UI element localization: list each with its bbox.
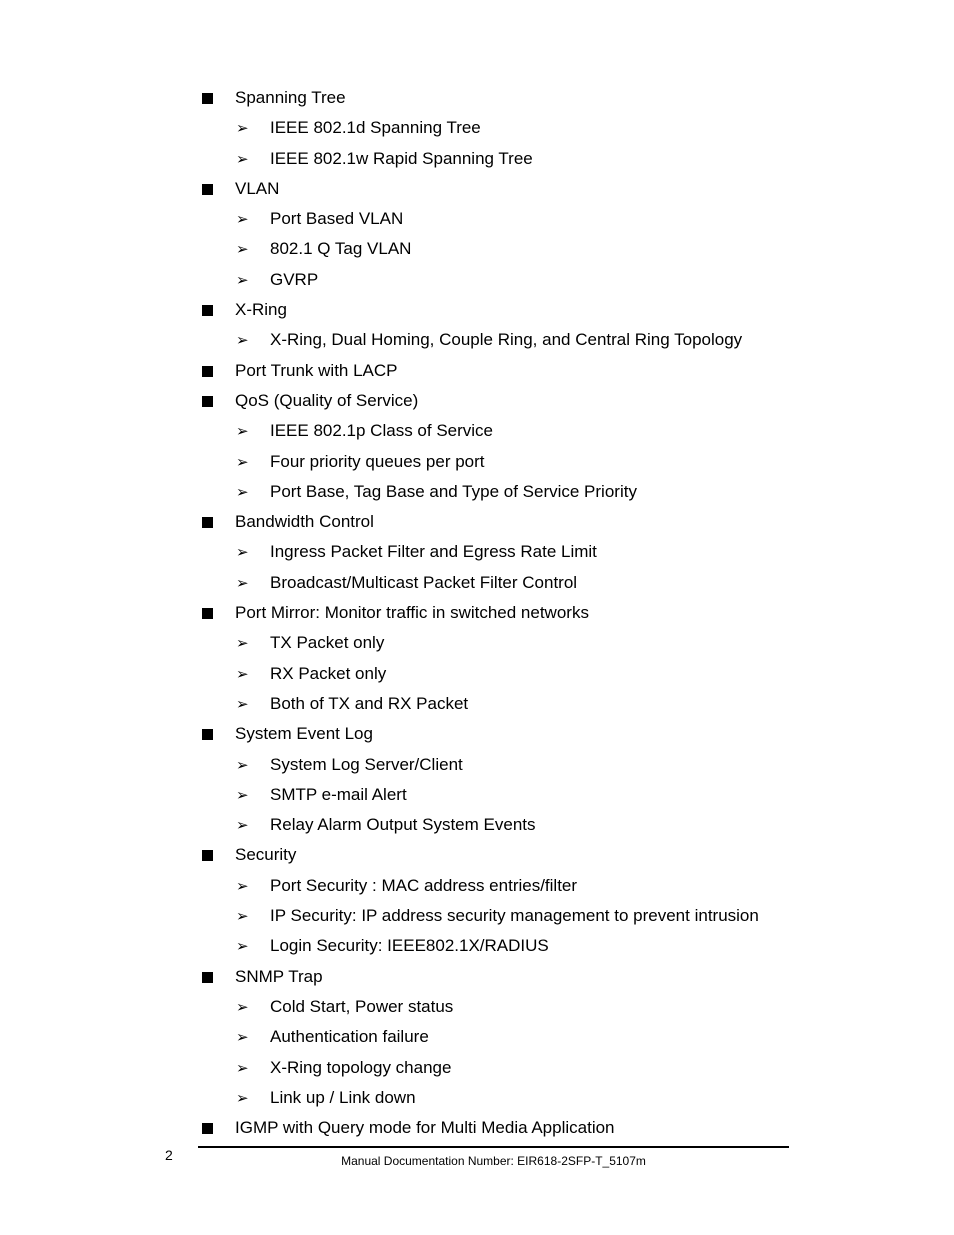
- sub-list-item: [0, 780, 954, 810]
- list-item-text: VLAN: [235, 178, 280, 198]
- square-bullet-icon: [202, 840, 214, 870]
- list-item-text: QoS (Quality of Service): [235, 390, 419, 410]
- sub-list-item: [0, 992, 954, 1022]
- arrowhead-bullet-icon: ➢: [236, 907, 249, 926]
- list-item-text: X-Ring: [235, 300, 287, 320]
- list-item: [0, 719, 954, 749]
- list-item-text: Authentication failure: [270, 1027, 429, 1047]
- arrowhead-bullet-icon: ➢: [236, 240, 249, 259]
- list-item: [0, 386, 954, 416]
- sub-list-item: [0, 537, 954, 567]
- square-bullet-icon: [202, 295, 214, 325]
- page-number: 2: [165, 1147, 173, 1163]
- list-item-text: Port Base, Tag Base and Type of Service Priority: [270, 481, 637, 501]
- list-item-text: TX Packet only: [270, 633, 385, 653]
- square-bullet-icon: [202, 507, 214, 537]
- list-item-text: Port Trunk with LACP: [235, 360, 398, 380]
- sub-list-item: [0, 477, 954, 507]
- list-item: [0, 295, 954, 325]
- square-bullet-icon: [202, 719, 214, 749]
- arrowhead-bullet-icon: ➢: [236, 543, 249, 562]
- arrowhead-bullet-icon: ➢: [236, 1028, 249, 1047]
- list-item-text: IP Security: IP address security management to prevent intrusion: [270, 906, 759, 926]
- arrowhead-bullet-icon: ➢: [236, 422, 249, 441]
- sub-list-item: [0, 659, 954, 689]
- sub-list-item: [0, 1083, 954, 1113]
- arrowhead-bullet-icon: ➢: [236, 876, 249, 895]
- sub-list-item: [0, 1053, 954, 1083]
- list-item-text: Port Security : MAC address entries/filter: [270, 875, 578, 895]
- list-item-text: IEEE 802.1p Class of Service: [270, 421, 494, 441]
- arrowhead-bullet-icon: ➢: [236, 270, 249, 289]
- list-item-text: Port Based VLAN: [270, 209, 404, 229]
- feature-list: [0, 83, 954, 1143]
- list-item-text: Security: [235, 845, 297, 865]
- sub-list-item: [0, 416, 954, 446]
- list-item-text: Spanning Tree: [235, 88, 346, 107]
- list-item-text: 802.1 Q Tag VLAN: [270, 239, 412, 259]
- sub-list-item: [0, 234, 954, 264]
- square-bullet-icon: [202, 1113, 214, 1143]
- sub-list-item: [0, 447, 954, 477]
- arrowhead-bullet-icon: ➢: [236, 482, 249, 501]
- arrowhead-bullet-icon: ➢: [236, 119, 249, 138]
- arrowhead-bullet-icon: ➢: [236, 785, 249, 804]
- square-bullet-icon: [202, 174, 214, 204]
- list-item: [0, 507, 954, 537]
- list-item-text: Port Mirror: Monitor traffic in switched networks: [235, 603, 589, 623]
- list-item: [0, 598, 954, 628]
- list-item-text: RX Packet only: [270, 663, 387, 683]
- list-item-text: Cold Start, Power status: [270, 996, 454, 1016]
- list-item: [0, 1113, 954, 1143]
- arrowhead-bullet-icon: ➢: [236, 452, 249, 471]
- list-item-text: Broadcast/Multicast Packet Filter Control: [270, 572, 578, 592]
- list-item-text: SMTP e-mail Alert: [270, 784, 407, 804]
- list-item: [0, 962, 954, 992]
- list-item: [0, 83, 954, 113]
- arrowhead-bullet-icon: ➢: [236, 210, 249, 229]
- square-bullet-icon: [202, 386, 214, 416]
- arrowhead-bullet-icon: ➢: [236, 573, 249, 592]
- sub-list-item: [0, 628, 954, 658]
- list-item-text: Four priority queues per port: [270, 451, 485, 471]
- list-item-text: Bandwidth Control: [235, 512, 374, 532]
- list-item-text: SNMP Trap: [235, 966, 323, 986]
- sub-list-item: [0, 931, 954, 961]
- sub-list-item: [0, 144, 954, 174]
- arrowhead-bullet-icon: ➢: [236, 331, 249, 350]
- arrowhead-bullet-icon: ➢: [236, 1088, 249, 1107]
- arrowhead-bullet-icon: ➢: [236, 755, 249, 774]
- sub-list-item: [0, 204, 954, 234]
- list-item-text: Login Security: IEEE802.1X/RADIUS: [270, 936, 549, 956]
- list-item-text: IEEE 802.1d Spanning Tree: [270, 118, 481, 138]
- arrowhead-bullet-icon: ➢: [236, 664, 249, 683]
- square-bullet-icon: [202, 962, 214, 992]
- sub-list-item: [0, 689, 954, 719]
- sub-list-item: [0, 568, 954, 598]
- sub-list-item: [0, 810, 954, 840]
- arrowhead-bullet-icon: ➢: [236, 1058, 249, 1077]
- arrowhead-bullet-icon: ➢: [236, 634, 249, 653]
- footer-divider: [198, 1146, 789, 1148]
- arrowhead-bullet-icon: ➢: [236, 149, 249, 168]
- sub-list-item: [0, 113, 954, 143]
- list-item-text: IEEE 802.1w Rapid Spanning Tree: [270, 148, 533, 168]
- list-item: [0, 356, 954, 386]
- list-item-text: Ingress Packet Filter and Egress Rate Limit: [270, 542, 597, 562]
- sub-list-item: [0, 871, 954, 901]
- list-item-text: IGMP with Query mode for Multi Media Application: [235, 1118, 615, 1138]
- footer-documentation-number: Manual Documentation Number: EIR618-2SFP-T_5107m: [341, 1154, 646, 1168]
- sub-list-item: [0, 325, 954, 355]
- arrowhead-bullet-icon: ➢: [236, 997, 249, 1016]
- list-item: [0, 840, 954, 870]
- square-bullet-icon: [202, 83, 214, 113]
- square-bullet-icon: [202, 356, 214, 386]
- sub-list-item: [0, 901, 954, 931]
- sub-list-item: [0, 750, 954, 780]
- list-item-text: X-Ring, Dual Homing, Couple Ring, and Central Ring Topology: [270, 330, 743, 350]
- sub-list-item: [0, 265, 954, 295]
- arrowhead-bullet-icon: ➢: [236, 694, 249, 713]
- sub-list-item: [0, 1022, 954, 1052]
- list-item-text: System Log Server/Client: [270, 754, 463, 774]
- arrowhead-bullet-icon: ➢: [236, 937, 249, 956]
- list-item-text: System Event Log: [235, 724, 373, 744]
- list-item-text: Both of TX and RX Packet: [270, 693, 469, 713]
- list-item-text: Link up / Link down: [270, 1087, 416, 1107]
- list-item-text: X-Ring topology change: [270, 1057, 452, 1077]
- arrowhead-bullet-icon: ➢: [236, 816, 249, 835]
- list-item-text: GVRP: [270, 269, 319, 289]
- list-item: [0, 174, 954, 204]
- list-item-text: Relay Alarm Output System Events: [270, 815, 536, 835]
- square-bullet-icon: [202, 598, 214, 628]
